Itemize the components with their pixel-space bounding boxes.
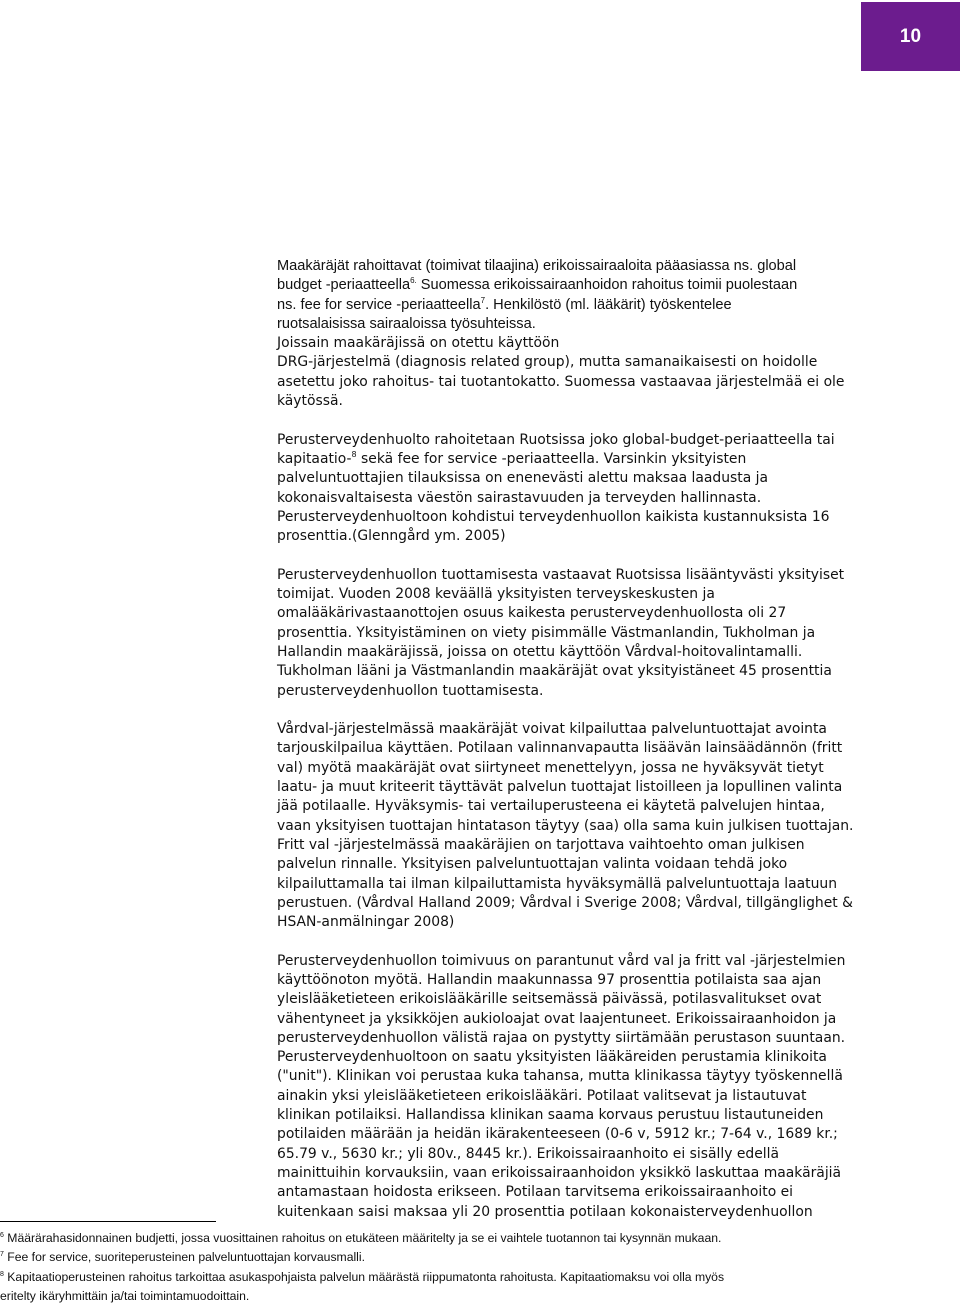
text-run: Suomessa erikoissairaanhoidon rahoitus toimii puolestaan ns. fee for service -periaatteella [277, 277, 798, 313]
footnote-text: Määrärahasidonnainen budjetti, jossa vuosittainen rahoitus on etukäteen määritelty ja se ei vaihtele tuotannon tai kysynnän mukaan. [3, 1231, 722, 1245]
footnotes [0, 1229, 960, 1306]
footnote-number: 6 [0, 1232, 4, 1239]
footnote-ref-6[interactable]: 6. [410, 276, 417, 286]
footnote-text: Fee for service, suoriteperusteinen palveluntuottajan korvausmalli. [3, 1250, 365, 1265]
paragraph-private-providers: Perusterveydenhuollon tuottamisesta vastaavat Ruotsissa lisääntyvästi yksityiset toimijat. Vuoden 2008 keväällä yksityisten terveyskeskusten ja omalääkärivastaanottojen osuus kaikesta perusterveydenhuollosta oli 27 prosenttia. Yksityistäminen on viety pisimmälle Västmanlandin, Tukholman ja Hallandin maakäräjissä, joissa on otettu käyttöön Vårdval-hoitovalintamalli. Tukholman lääni ja Västmanlandin maakäräjät ovat yksityistäneet 45 prosenttia perusterveydenhuollon tuottamisesta. [277, 566, 845, 699]
footnote-number: 8 [0, 1270, 4, 1278]
footnote-6 [0, 1229, 960, 1248]
footnote-text: Kapitaatioperusteinen rahoitus tarkoittaa asukaspohjaista palvelun määrästä riippumatonta rahoitusta. Kapitaatiomaksu voi olla myös eritelty ikäryhmittäin ja/tai toimintamuodoittain. [0, 1269, 725, 1303]
footnote-7 [0, 1248, 960, 1267]
paragraph-funding-intro [277, 257, 867, 334]
footnote-divider [0, 1221, 216, 1222]
text-run: Maakäräjät rahoittavat (toimivat tilaajina) erikoissairaaloita pääasiassa ns. global budget -periaatteella [277, 258, 797, 294]
footnote-ref-8[interactable]: 8 [351, 449, 357, 459]
footnote-ref-7[interactable]: 7 [480, 295, 486, 305]
paragraph-funding-drg: Joissain maakäräjissä on otettu käyttöön DRG-järjestelmä (diagnosis related group), mutta samanaikaisesti on hoidolle asetettu joko rahoitus- tai tuotantokatto. Suomessa vastaavaa järjestelmää ei ole käytössä. [277, 335, 845, 410]
text-run: . Henkilöstö (ml. lääkärit) työskentelee ruotsalaisissa sairaaloissa työsuhteissa. [277, 296, 732, 332]
text-run: Perusterveydenhuolto rahoitetaan Ruotsissa joko global-budget-periaatteella tai kapitaatio- [277, 431, 835, 467]
paragraph-funding [277, 257, 867, 411]
footnote-number: 7 [0, 1251, 4, 1259]
paragraph-effects: Perusterveydenhuollon toimivuus on parantunut vård val ja fritt val -järjestelmien käyttöönoton myötä. Hallandin maakunnassa 97 prosenttia potilaista saa ajan yleislääketieteen erikoislääkärille seitsemässä päivässä, potilasvalitukset ovat vähentyneet ja yksikköjen aukioloajat ovat laajentuneet. Erikoissairaanhoidon ja perusterveydenhuollon välistä rajaa on pystytty siirtämään perustason suuntaan. Perusterveydenhuoltoon on saatu yksityisten lääkäreiden perustamia klinikoita ("unit"). Klinikan voi perustaa kuka tahansa, mutta klinikassa täytyy työskennellä ainakin yksi yleislääketieteen erikoislääkäri. Potilaat valitsevat ja listautuvat klinikan potilaiksi. Hallandissa klinikan saama korvaus perustuu listautuneiden potilaiden määrään ja heidän ikärakenteeseen (0-6 v, 5912 kr.; 7-64 v., 1689 kr.; 65.79 v., 5630 kr.; yli 80v., 8445 kr.). Erikoissairaanhoito ei sisälly edellä mainittuihin korvauksiin, vaan erikoissairaanhoidon yksikkö laskuttaa maakäräjiä antamastaan hoidosta erikseen. Potilaan tarvitsema erikoissairaanhoito ei kuitenkaan saisi maksaa yli 20 prosenttia potilaan kokonaisterveydenhuollon [277, 952, 846, 1220]
paragraph-primary-care-funding [277, 431, 867, 547]
footnote-8 [0, 1268, 960, 1307]
body-text [277, 257, 867, 1222]
page-number-badge [861, 2, 960, 71]
paragraph-vardval: Vårdval-järjestelmässä maakäräjät voivat kilpailuttaa palveluntuottajat avointa tarjouskilpailua käyttäen. Potilaan valinnanvapautta lisäävän lainsäädännön (fritt val) myötä maakäräjät ovat siirtyneet menettelyyn, jossa ne hyväksyvät tietyt laatu- ja muut kriteerit täyttävät palvelun tuottajat listoilleen ja lopullinen valinta jää potilaalle. Hyväksymis- tai vertailuperusteena ei käytetä palvelujen hintaa, vaan yksityisen tuottajan hintatason täytyy (saa) olla sama kuin julkisen tuottajan. Fritt val -järjestelmässä maakäräjien on tarjottava vaihtoehto oman julkisen palvelun rinnalle. Yksityisen palveluntuottajan valinta voidaan tehdä joko kilpailuttamalla tai ilman kilpailuttamista hyväksymällä palveluntuottaja laatuun perustuen. (Vårdval Halland 2009; Vårdval i Sverige 2008; Vårdval, tillgänglighet & HSAN-anmälningar 2008) [277, 721, 854, 931]
page-number: 10 [899, 25, 922, 47]
text-run: sekä fee for service -periaatteella. Varsinkin yksityisten palveluntuottajien tilauksissa on enenevästi alettu maksaa laadusta ja kokonaisvaltaisesta väestön sairastavuuden ja terveyden hallinnasta. Perusterveydenhuoltoon kohdistui terveydenhuollon kaikista kustannuksista 16 prosenttia.(Glenngård ym. 2005) [277, 450, 830, 545]
